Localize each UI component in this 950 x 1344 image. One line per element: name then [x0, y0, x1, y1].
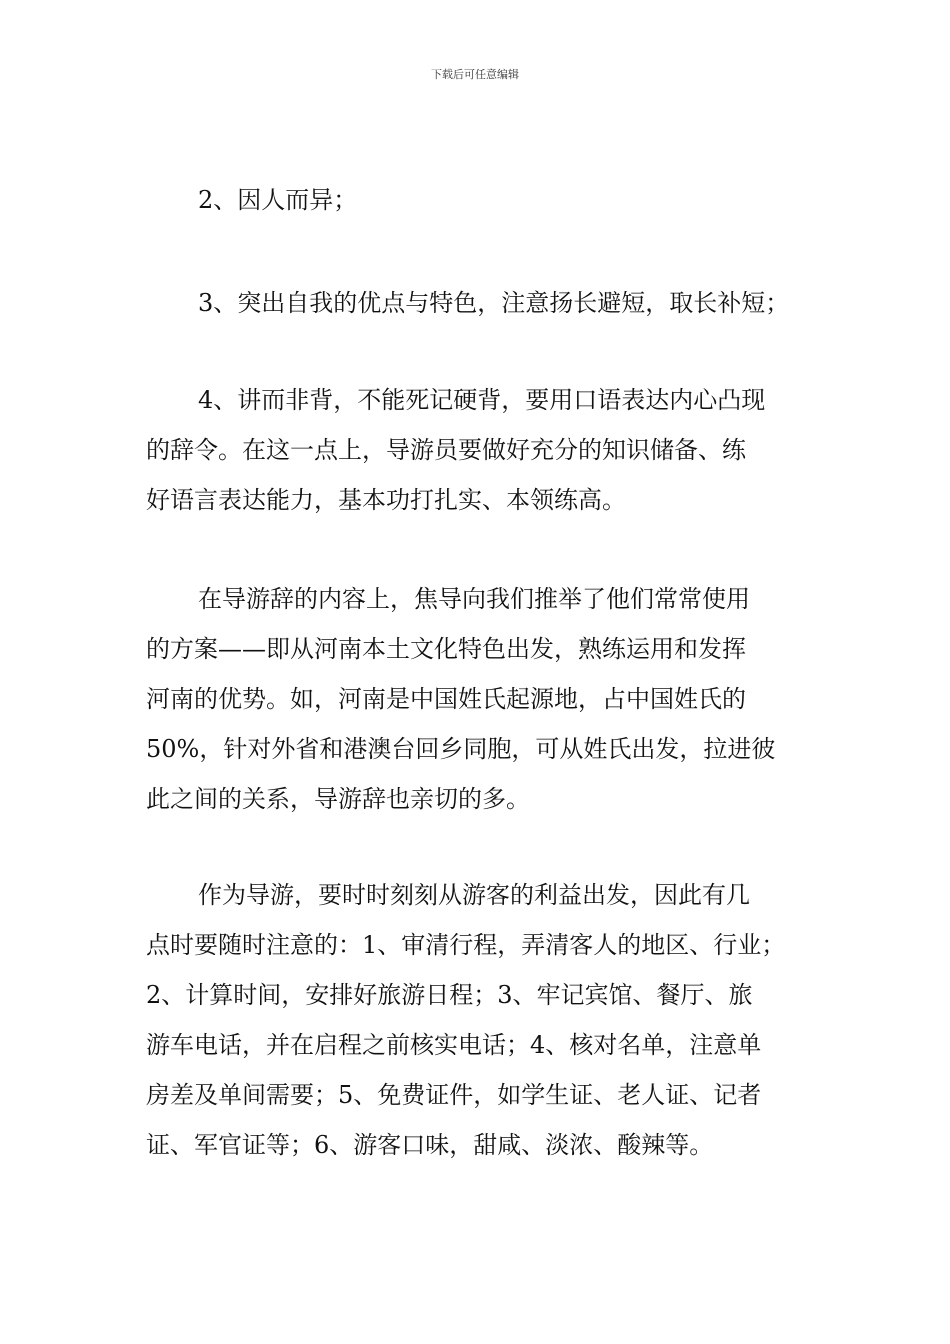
paragraph-line: 的方案——即从河南本土文化特色出发，熟练运用和发挥	[146, 635, 746, 663]
paragraph-line: 河南的优势。如，河南是中国姓氏起源地，占中国姓氏的	[146, 685, 746, 713]
paragraph-4	[146, 574, 816, 824]
paragraph-line: 2、计算时间，安排好旅游日程；3、牢记宾馆、餐厅、旅	[146, 981, 753, 1009]
paragraph-line: 作为导游，要时时刻刻从游客的利益出发，因此有几	[198, 881, 750, 909]
paragraph-2	[146, 278, 816, 328]
paragraph-line: 房差及单间需要；5、免费证件，如学生证、老人证、记者	[146, 1081, 762, 1109]
paragraph-line: 3、突出自我的优点与特色，注意扬长避短，取长补短；	[198, 289, 790, 317]
paragraph-line: 的辞令。在这一点上，导游员要做好充分的知识储备、练	[146, 436, 746, 464]
paragraph-line: 点时要随时注意的：1、审清行程，弄清客人的地区、行业；	[146, 931, 786, 959]
paragraph-line: 此之间的关系，导游辞也亲切的多。	[146, 785, 530, 813]
paragraph-line: 2、因人而异；	[198, 186, 358, 214]
paragraph-line: 好语言表达能力，基本功打扎实、本领练高。	[146, 486, 626, 514]
paragraph-line: 在导游辞的内容上，焦导向我们推举了他们常常使用	[198, 585, 750, 613]
paragraph-line: 证、军官证等；6、游客口味，甜咸、淡浓、酸辣等。	[146, 1131, 714, 1159]
page-header: 下载后可任意编辑	[431, 68, 519, 81]
paragraph-1	[146, 175, 816, 225]
paragraph-5	[146, 870, 816, 1170]
paragraph-3	[146, 375, 816, 525]
paragraph-line: 4、讲而非背，不能死记硬背，要用口语表达内心凸现	[198, 386, 766, 414]
paragraph-line: 50%，针对外省和港澳台回乡同胞，可从姓氏出发，拉进彼	[146, 735, 776, 763]
paragraph-line: 游车电话，并在启程之前核实电话；4、核对名单，注意单	[146, 1031, 762, 1059]
